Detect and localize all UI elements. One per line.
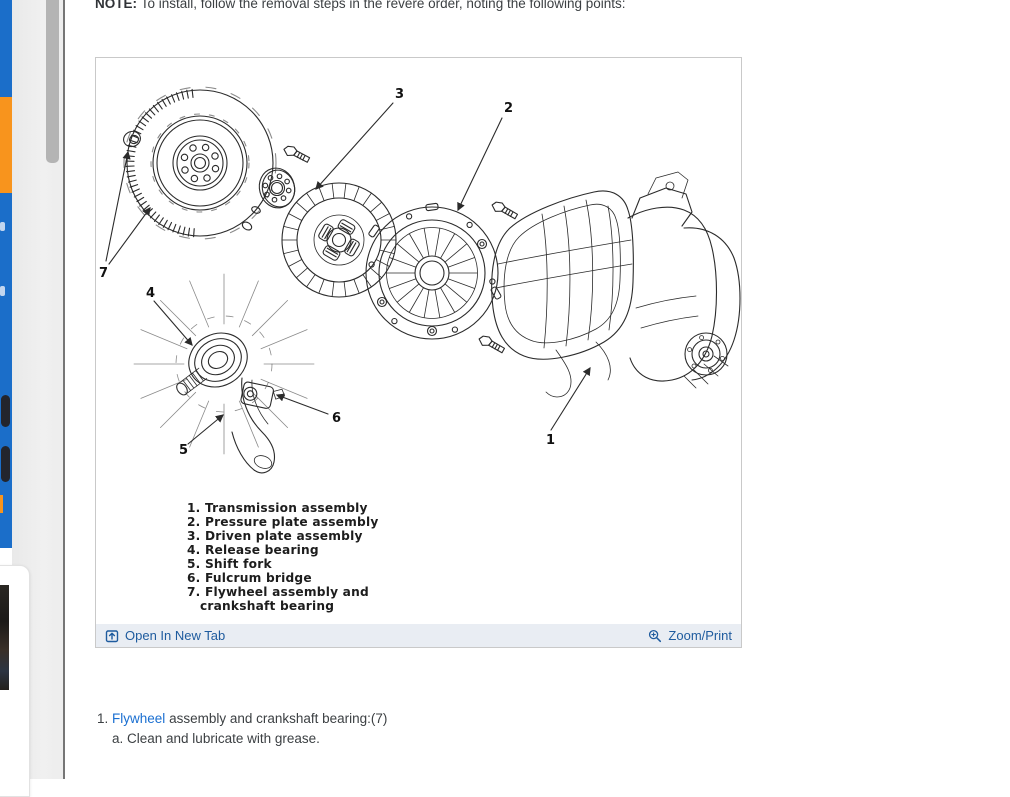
step-number: 1. [97,711,108,726]
legend-line: 1. Transmission assembly [187,501,368,515]
instruction-substep: a. Clean and lubricate with grease. [112,731,320,746]
parts-legend [187,501,378,613]
pressure-plate [366,203,502,339]
flywheel-link[interactable]: Flywheel [112,711,165,726]
legend-line: 5. Shift fork [187,557,272,571]
clutch-diagram-illustration [96,58,741,624]
callout-3: 3 [395,87,404,102]
open-in-new-tab-label: Open In New Tab [125,628,225,643]
callout-5: 5 [179,443,188,458]
legend-line: 4. Release bearing [187,543,319,557]
sidebar-icon-fragment [0,222,5,231]
flywheel [124,87,276,239]
legend-line: 7. Flywheel assembly and [187,585,369,599]
zoom-print-label: Zoom/Print [668,628,732,643]
figure-panel [95,57,742,648]
bolt-icon [282,145,519,354]
sidebar-segment-orange [0,97,12,193]
sidebar-active-indicator [0,495,3,513]
figure-toolbar [96,624,741,647]
sidebar-avatar-fragment [1,446,10,482]
callout-7: 7 [99,266,108,281]
step-text: assembly and crankshaft bearing:(7) [165,711,387,726]
window-divider [63,0,65,779]
note-paragraph [95,0,626,12]
legend-line: crankshaft bearing [200,599,334,613]
open-in-new-tab-link[interactable] [105,628,225,643]
callout-labels [99,87,555,458]
legend-line: 2. Pressure plate assembly [187,515,378,529]
zoom-print-link[interactable] [648,628,732,643]
note-label: NOTE: [95,0,137,11]
fulcrum-bridge [240,381,286,411]
clipped-sidebar-strip [0,0,12,548]
thumbnail-image [0,585,9,690]
instruction-step [97,711,387,726]
scrollbar-thumb[interactable] [46,0,59,163]
note-text: To install, follow the removal steps in the revere order, noting the following points: [141,0,626,11]
release-bearing-cluster [134,274,314,473]
callout-1: 1 [546,433,555,448]
sidebar-icon-fragment [0,286,5,296]
callout-4: 4 [146,286,155,301]
legend-line: 6. Fulcrum bridge [187,571,312,585]
callout-2: 2 [504,101,513,116]
callout-6: 6 [332,411,341,426]
legend-line: 3. Driven plate assembly [187,529,363,543]
retainer-plate [255,164,299,212]
sidebar-avatar-fragment [1,395,10,427]
zoom-magnifier-icon [648,629,662,643]
transmission-assembly [492,172,740,397]
open-in-new-tab-icon [105,629,119,643]
sidebar-segment-blue [0,0,12,97]
